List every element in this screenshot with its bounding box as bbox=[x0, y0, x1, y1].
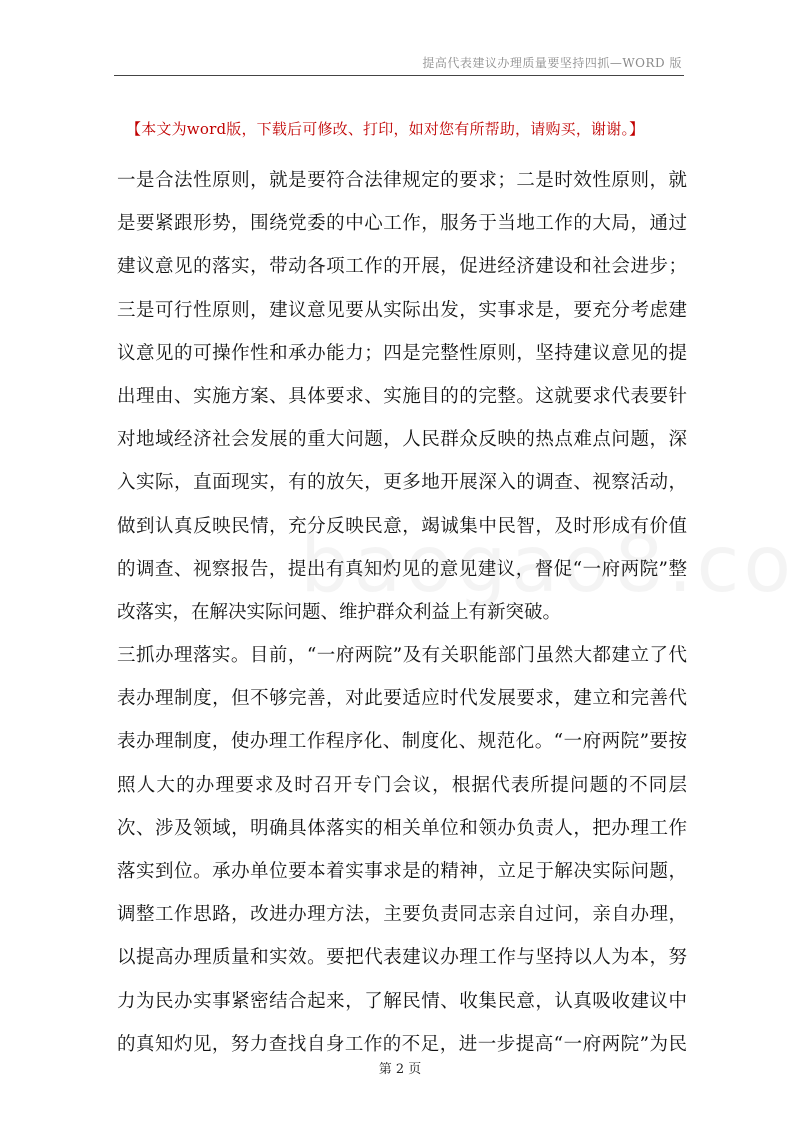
text-line: 表办理制度，但不够完善，对此要适应时代发展要求，建立和完善代 bbox=[117, 688, 687, 710]
text-line: 改落实，在解决实际问题、维护群众利益上有新突破。 bbox=[117, 601, 562, 623]
header-divider bbox=[114, 75, 684, 76]
text-line: 三抓办理落实。目前，“一府两院”及有关职能部门虽然大都建立了代 bbox=[117, 645, 687, 667]
text-line: 表办理制度，使办理工作程序化、制度化、规范化。“一府两院”要按 bbox=[117, 731, 687, 753]
text-line: 落实到位。承办单位要本着实事求是的精神，立足于解决实际问题， bbox=[117, 861, 687, 882]
text-line: 对地域经济社会发展的重大问题，人民群众反映的热点难点问题，深 bbox=[117, 429, 687, 451]
text-line: 以提高办理质量和实效。要把代表建议办理工作与坚持以人为本，努 bbox=[117, 947, 687, 969]
text-line: 的调查、视察报告，提出有真知灼见的意见建议，督促“一府两院”整 bbox=[117, 558, 687, 580]
text-line: 力为民办实事紧密结合起来，了解民情、收集民意，认真吸收建议中 bbox=[117, 990, 687, 1012]
text-line: 次、涉及领域，明确具体落实的相关单位和领办负责人，把办理工作 bbox=[117, 817, 687, 839]
paragraph-2 bbox=[117, 634, 687, 1066]
text-line: 做到认真反映民情，充分反映民意，竭诚集中民智，及时形成有价值 bbox=[117, 515, 687, 537]
text-line: 的真知灼见，努力查找自身工作的不足，进一步提高“一府两院”为民 bbox=[117, 1033, 687, 1055]
text-line: 入实际，直面现实，有的放矢，更多地开展深入的调查、视察活动， bbox=[117, 472, 687, 494]
text-line: 照人大的办理要求及时召开专门会议，根据代表所提问题的不同层 bbox=[117, 774, 687, 796]
text-line: 三是可行性原则，建议意见要从实际出发，实事求是，要充分考虑建 bbox=[117, 299, 687, 321]
text-line: 建议意见的落实，带动各项工作的开展，促进经济建设和社会进步； bbox=[117, 256, 687, 278]
text-line: 调整工作思路，改进办理方法，主要负责同志亲自过问，亲自办理， bbox=[117, 904, 687, 926]
text-line: 是要紧跟形势，围绕党委的中心工作，服务于当地工作的大局，通过 bbox=[117, 213, 687, 235]
download-notice: 【本文为word版，下载后可修改、打印，如对您有所帮助，请购买，谢谢。】 bbox=[126, 120, 645, 138]
document-body bbox=[117, 159, 687, 1066]
paragraph-1 bbox=[117, 159, 687, 634]
text-line: 议意见的可操作性和承办能力；四是完整性原则，坚持建议意见的提 bbox=[117, 342, 687, 364]
document-header-title: 提高代表建议办理质量要坚持四抓—WORD 版 bbox=[422, 56, 682, 70]
text-line: 一是合法性原则，就是要符合法律规定的要求；二是时效性原则，就 bbox=[117, 170, 687, 191]
page-number: 第 2 页 bbox=[378, 1062, 422, 1077]
text-line: 出理由、实施方案、具体要求、实施目的的完整。这就要求代表要针 bbox=[117, 385, 687, 407]
